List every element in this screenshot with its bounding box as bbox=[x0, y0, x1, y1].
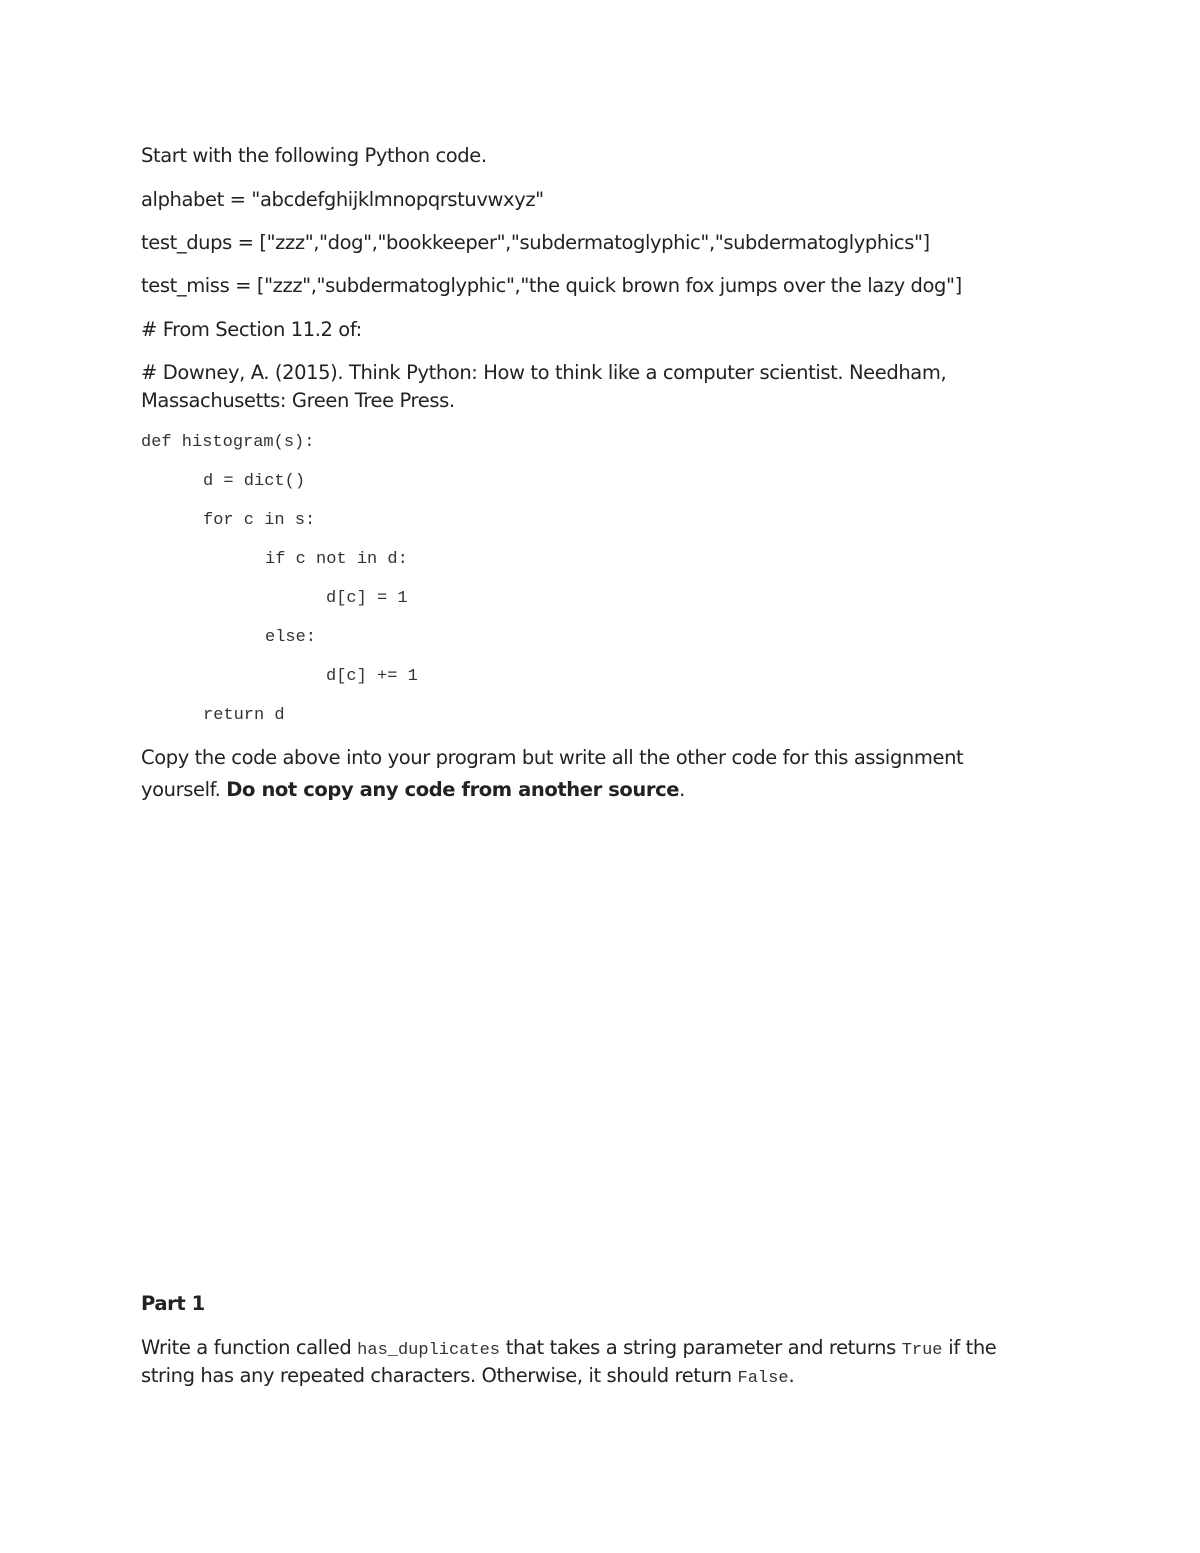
test-dups-line: test_dups = ["zzz","dog","bookkeeper","subdermatoglyphic","subdermatoglyphics"] bbox=[141, 231, 930, 254]
part1-text-b: that takes a string parameter and returns bbox=[500, 1336, 902, 1359]
inline-code-true: True bbox=[901, 1341, 943, 1360]
intro-start-text: Start with the following Python code. bbox=[141, 144, 487, 167]
copy-warning-bold: Do not copy any code from another source bbox=[226, 778, 680, 801]
part1-text-a: Write a function called bbox=[141, 1336, 358, 1359]
part1-heading: Part 1 bbox=[141, 1292, 205, 1315]
code-line-for: for c in s: bbox=[203, 511, 316, 530]
code-line-dict: d = dict() bbox=[203, 472, 306, 491]
alphabet-line: alphabet = "abcdefghijklmnopqrstuvwxyz" bbox=[141, 188, 544, 211]
code-line-increment: d[c] += 1 bbox=[326, 667, 418, 686]
comment-citation-line-1: # Downey, A. (2015). Think Python: How to think like a computer scientist. Needham, bbox=[141, 361, 947, 384]
part1-text-c: if the bbox=[942, 1336, 997, 1359]
code-line-if: if c not in d: bbox=[265, 550, 408, 569]
part1-text-e: . bbox=[788, 1364, 795, 1387]
copy-instruction-line-1: Copy the code above into your program but write all the other code for this assignment bbox=[141, 746, 964, 769]
part1-text-line-1 bbox=[141, 1334, 996, 1365]
inline-code-has-duplicates: has_duplicates bbox=[357, 1341, 500, 1360]
code-line-return: return d bbox=[203, 706, 285, 725]
code-line-else: else: bbox=[265, 628, 317, 647]
test-miss-line: test_miss = ["zzz","subdermatoglyphic","the quick brown fox jumps over the lazy dog"] bbox=[141, 274, 962, 297]
code-line-assign: d[c] = 1 bbox=[326, 589, 408, 608]
part1-text-line-2 bbox=[141, 1362, 794, 1393]
inline-code-false: False bbox=[737, 1369, 789, 1388]
code-line-def: def histogram(s): bbox=[141, 433, 315, 452]
copy-instruction-suffix: . bbox=[679, 778, 685, 801]
part1-text-d: string has any repeated characters. Otherwise, it should return bbox=[141, 1364, 738, 1387]
copy-instruction-line-2 bbox=[141, 776, 685, 804]
copy-instruction-prefix: yourself. bbox=[141, 778, 227, 801]
comment-citation-line-2: Massachusetts: Green Tree Press. bbox=[141, 389, 455, 412]
comment-section-line: # From Section 11.2 of: bbox=[141, 318, 362, 341]
